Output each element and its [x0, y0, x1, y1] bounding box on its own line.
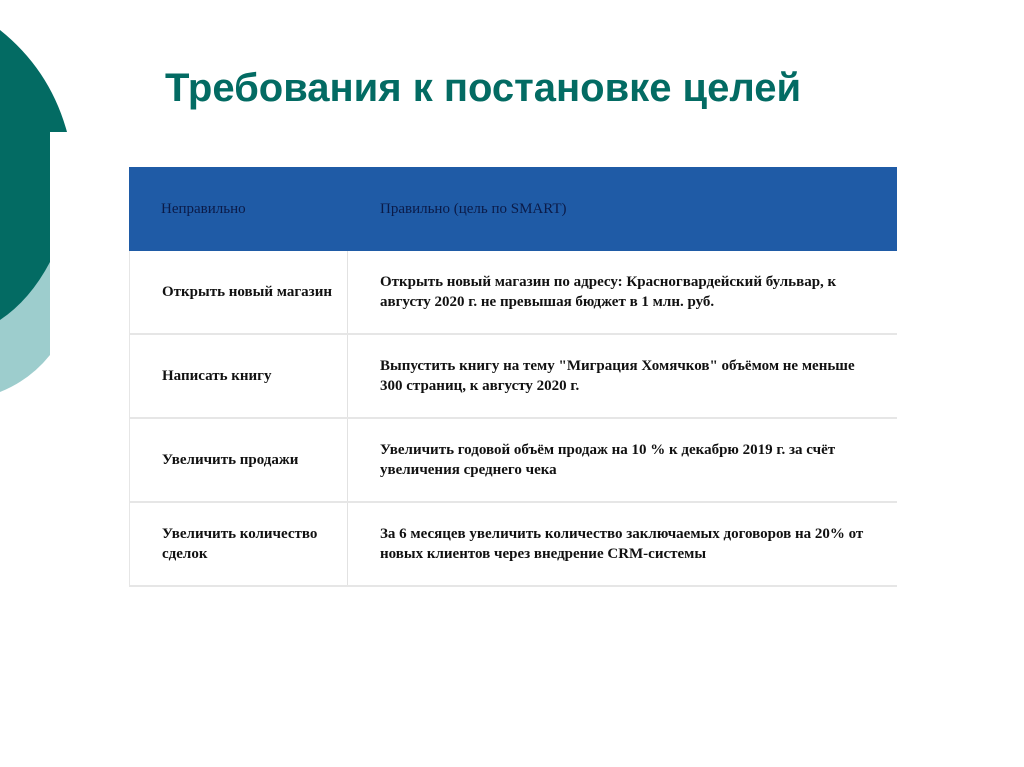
header-wrong: Неправильно	[161, 200, 246, 217]
decorative-shape	[0, 0, 80, 400]
slide-title: Требования к постановке целей	[165, 66, 802, 110]
table-row	[129, 335, 897, 419]
cell-wrong: Написать книгу	[129, 335, 348, 417]
table-row	[129, 503, 897, 587]
cell-right: За 6 месяцев увеличить количество заключаемых договоров на 20% от новых клиентов через внедрение CRM-системы	[380, 526, 864, 562]
smart-goals-table	[129, 167, 897, 587]
cell-right: Увеличить годовой объём продаж на 10 % к декабрю 2019 г. за счёт увеличения среднего чека	[380, 442, 836, 478]
cell-right: Выпустить книгу на тему "Миграция Хомячков" объёмом не меньше 300 страниц, к августу 2020 г.	[380, 358, 855, 394]
cell-wrong: Открыть новый магазин	[129, 251, 348, 333]
header-right: Правильно (цель по SMART)	[380, 200, 567, 217]
cell-wrong: Увеличить количество сделок	[129, 503, 348, 585]
cell-right: Открыть новый магазин по адресу: Красногвардейский бульвар, к августу 2020 г. не превышая бюджет в 1 млн. руб.	[380, 274, 837, 310]
cell-wrong: Увеличить продажи	[129, 419, 348, 501]
table-row	[129, 251, 897, 335]
table-row	[129, 419, 897, 503]
table-header	[129, 167, 897, 251]
dark-teal-shape	[0, 30, 67, 320]
